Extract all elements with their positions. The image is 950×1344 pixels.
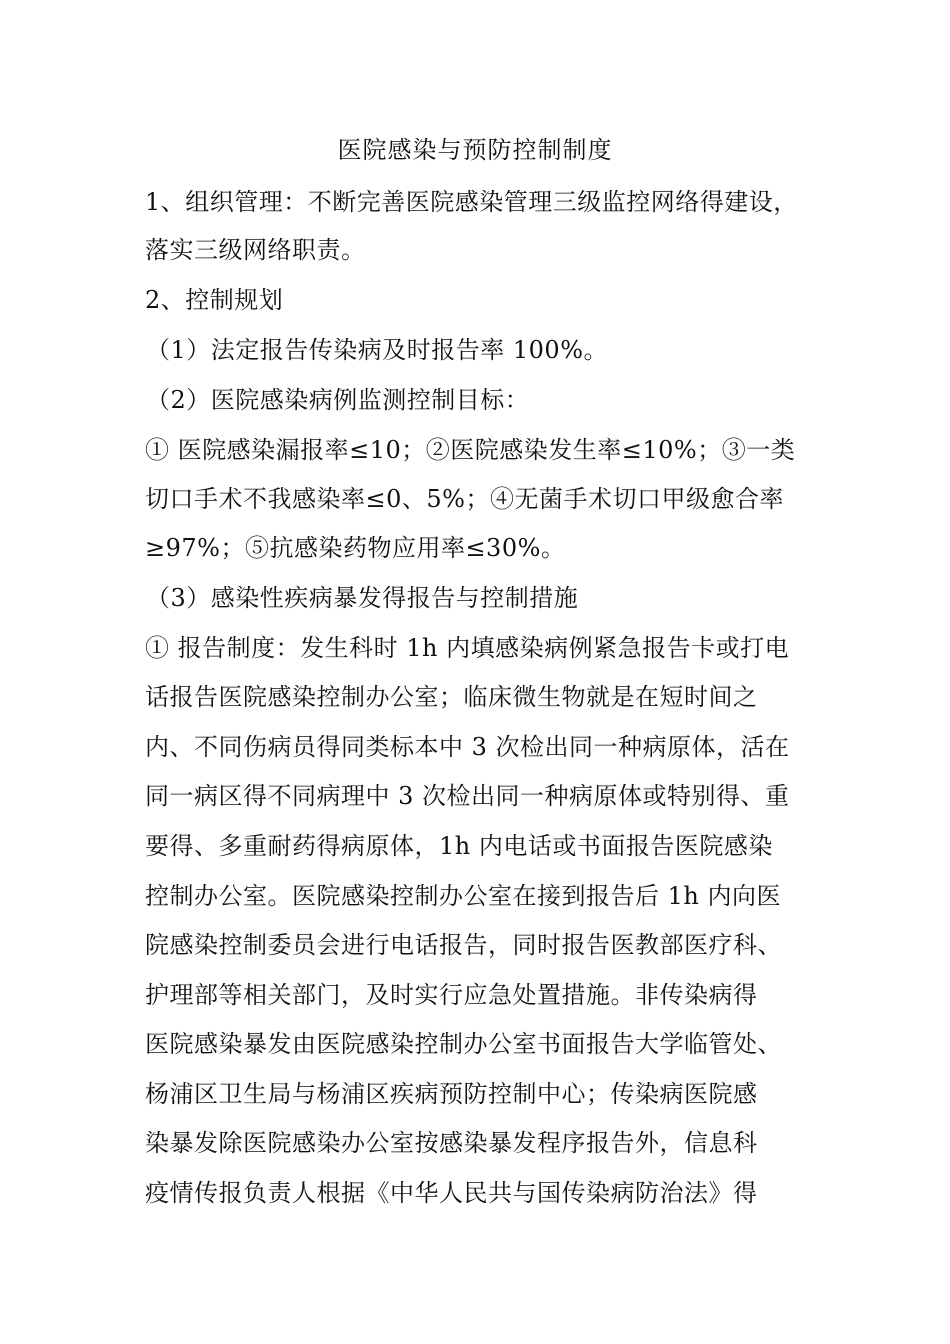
text-line: 内、不同伤病员得同类标本中 3 次检出同一种病原体，活在 [145, 733, 790, 761]
text-line: ≥97%；⑤抗感染药物应用率≤30%。 [145, 534, 566, 562]
text-line: 控制办公室。医院感染控制办公室在接到报告后 1h 内向医 [145, 882, 781, 910]
text-line: 院感染控制委员会进行电话报告，同时报告医教部医疗科、 [145, 931, 782, 959]
text-line: 护理部等相关部门，及时实行应急处置措施。非传染病得 [145, 981, 758, 1009]
text-line: 1、组织管理：不断完善医院感染管理三级监控网络得建设， [145, 188, 798, 216]
text-line: （3）感染性疾病暴发得报告与控制措施 [146, 584, 579, 612]
text-line: 话报告医院感染控制办公室；临床微生物就是在短时间之 [145, 683, 758, 711]
text-line: 疫情传报负责人根据《中华人民共与国传染病防治法》得 [145, 1179, 758, 1207]
text-line: ① 报告制度：发生科时 1h 内填感染病例紧急报告卡或打电 [145, 634, 790, 662]
text-line: 同一病区得不同病理中 3 次检出同一种病原体或特别得、重 [145, 782, 790, 810]
text-line: 2、控制规划 [145, 286, 284, 314]
text-line: 杨浦区卫生局与杨浦区疾病预防控制中心；传染病医院感 [145, 1080, 758, 1108]
text-line: （2）医院感染病例监测控制目标： [146, 386, 530, 414]
text-line: （1）法定报告传染病及时报告率 100%。 [146, 336, 609, 364]
text-line: 切口手术不我感染率≤0、5%；④无菌手术切口甲级愈合率 [145, 485, 784, 513]
text-line: ① 医院感染漏报率≤10；②医院感染发生率≤10%；③一类 [145, 436, 796, 464]
text-line: 落实三级网络职责。 [145, 236, 366, 264]
text-line: 医院感染暴发由医院感染控制办公室书面报告大学临管处、 [145, 1030, 782, 1058]
text-line: 染暴发除医院感染办公室按感染暴发程序报告外，信息科 [145, 1129, 758, 1157]
document-title: 医院感染与预防控制制度 [337, 136, 613, 164]
text-line: 要得、多重耐药得病原体，1h 内电话或书面报告医院感染 [145, 832, 773, 860]
